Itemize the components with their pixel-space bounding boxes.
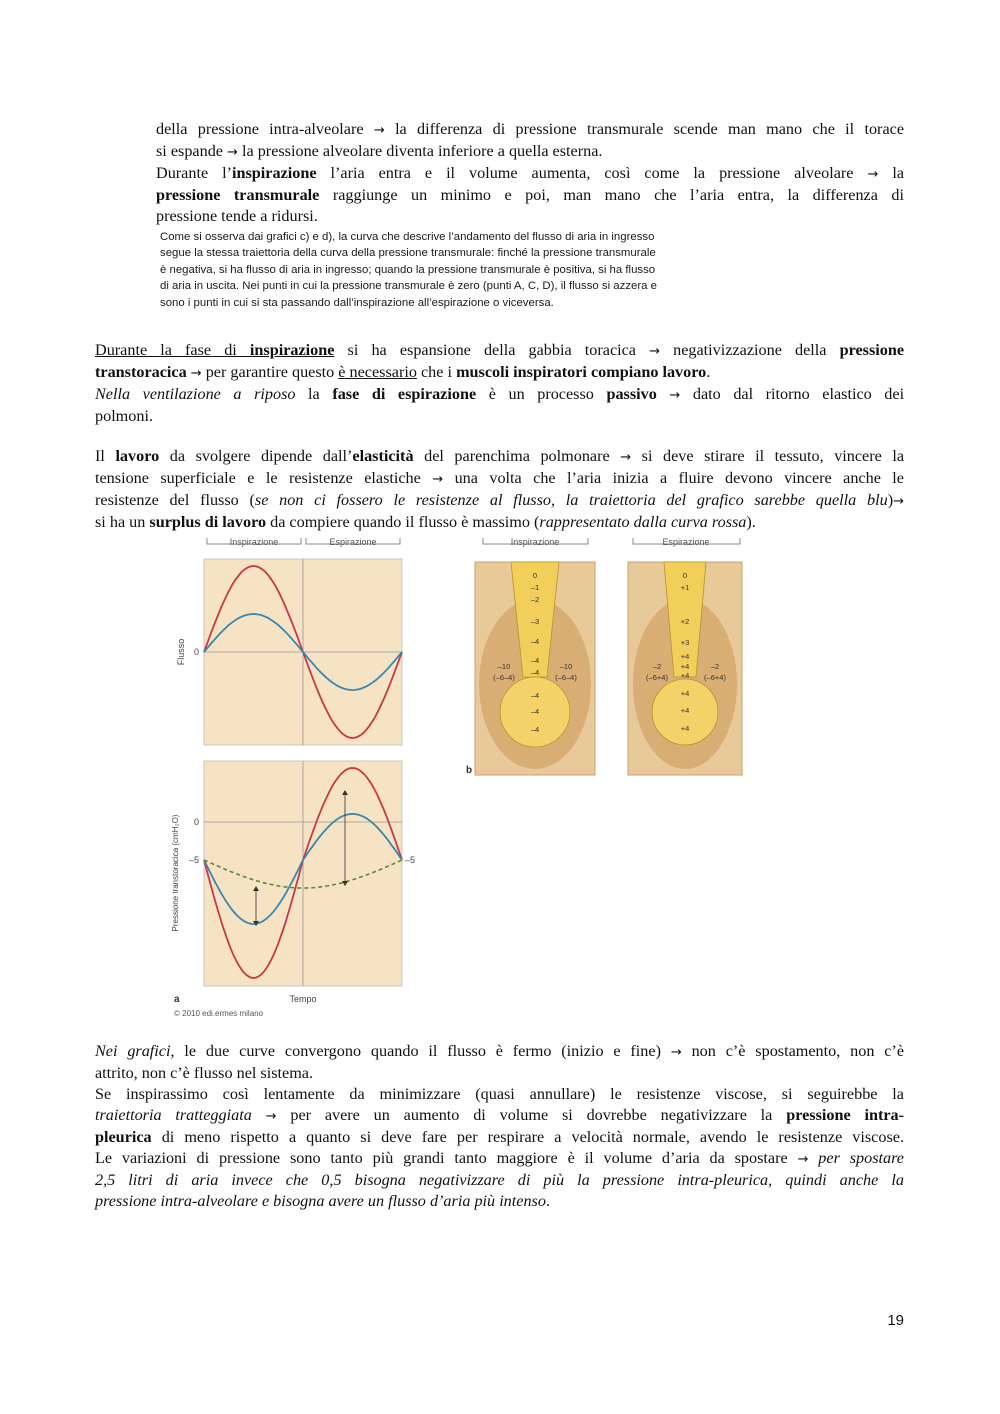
text: si ha un (95, 513, 146, 531)
arrow-icon: → (190, 366, 202, 381)
alveolus-value: –4 (530, 691, 540, 700)
text: Se inspirassimo così lentamente da minimizzare (quasi annullare) le resistenze viscose, si seguirebbe la (95, 1085, 904, 1103)
text: negativizzazione della (673, 341, 827, 359)
pressure-tick-zero: 0 (193, 817, 199, 827)
arrow-icon: → (797, 1152, 809, 1167)
trachea-value: 0 (682, 571, 688, 580)
paragraph-transmural-pressure (156, 119, 904, 227)
figure-svg (170, 532, 760, 1027)
trachea-value: –4 (530, 656, 540, 665)
pleural-value: (–6+4) (704, 673, 726, 682)
text: per garantire questo (205, 363, 335, 381)
pressure-ylabel: Pressione transtoracica (cmH₂O) (171, 814, 180, 932)
flow-tick-zero: 0 (193, 647, 199, 657)
caption-line: di aria in uscita. Nei punti in cui la pressione transmurale è zero (punti A, C, D), il flusso si azzera e (160, 280, 657, 293)
caption-line: segue la stessa traiettoria della curva della pressione transmurale: finché la pressione transmurale (160, 247, 656, 260)
arrow-icon: → (893, 494, 904, 509)
text: da compiere quando il flusso è massimo ( (270, 513, 540, 531)
text: del parenchima polmonare (424, 447, 610, 465)
paragraph-work: Il lavoro da svolgere dipende dall’elasticità del parenchima polmonare → si deve stirare il tessuto, vincere la tensione superficiale e le resistenze elastiche → una volta che l’aria inizia a fluire devono vincere anche le resistenze del flusso (se non ci fossero le resistenze al flusso, la traiettoria del grafico sarebbe quella blu)→ si ha un surplus di lavoro da compiere quando il flusso è massimo (rappresentato dalla curva rossa). (95, 447, 905, 531)
trachea-value: –2 (530, 595, 540, 604)
bold-term: lavoro (115, 447, 160, 465)
arrow-icon: → (227, 145, 238, 160)
bold-term: fase di espirazione (332, 385, 477, 403)
paragraph-inspiration-phase: Durante la fase di inspirazione si ha espansione della gabbia toracica → negativizzazione della pressione transtoracica → per garantire questo è necessario che i muscoli inspiratori compiano lavoro. Nella ventilazione a riposo la fase di espirazione è un processo passivo → dato dal ritorno elastico dei polmoni. (95, 341, 905, 425)
caption-line: è negativa, si ha flusso di aria in ingresso; quando la pressione transmurale è positiva, si ha flusso (160, 263, 656, 276)
text: pressione tende a ridursi. (156, 207, 318, 225)
trachea-value: +3 (680, 638, 690, 647)
trachea-value: –4 (530, 637, 540, 646)
pressure-xlabel: Tempo (289, 994, 317, 1004)
flow-graph (176, 559, 402, 745)
arrow-icon: → (649, 344, 661, 359)
trachea-value: –4 (530, 668, 540, 677)
alveolus-value: +4 (680, 724, 690, 733)
arrow-icon: → (670, 1045, 682, 1060)
bold-term: surplus di lavoro (149, 513, 267, 531)
arrow-icon: → (620, 450, 632, 465)
pleural-value: –2 (710, 662, 720, 671)
figure-caption-note (160, 229, 750, 311)
flow-ylabel: Flusso (176, 638, 186, 666)
italic-text: rappresentato dalla curva rossa (539, 513, 747, 531)
label-inspirazione-a: Inspirazione (229, 537, 279, 547)
alveolus-value: +4 (680, 689, 690, 698)
arrow-icon: → (669, 388, 681, 403)
text: ). (746, 513, 756, 531)
pressure-graph (171, 761, 415, 1018)
trachea-value: +4 (680, 652, 690, 661)
italic-text: traiettoria tratteggiata (95, 1106, 252, 1124)
trachea-value: –3 (530, 617, 540, 626)
text: la (892, 164, 905, 182)
underlined-text: è necessario (338, 363, 417, 381)
pleural-value: –10 (497, 662, 511, 671)
text: Le variazioni di pressione sono tanto più grandi tanto maggiore è il volume d’aria da spostare (95, 1149, 788, 1167)
text: si espande (156, 142, 223, 160)
label-espirazione-a: Espirazione (329, 537, 377, 547)
text: Il (95, 447, 105, 465)
bold-term: pressione transmurale (156, 186, 320, 204)
pleural-value: (–6–4) (493, 673, 515, 682)
caption-line: Come si osserva dai grafici c) e d), la curva che descrive l’andamento del flusso di aria in ingresso (160, 231, 655, 243)
text: . (545, 1192, 550, 1210)
pleural-value: –10 (559, 662, 573, 671)
text: la (308, 385, 320, 403)
text: raggiunge un minimo e poi, man mano che l’aria entra, la differenza di (332, 186, 904, 204)
trachea-value: +4 (680, 662, 690, 671)
pressure-tick-minus5-right: –5 (405, 855, 416, 865)
alveolus-value: –4 (530, 707, 540, 716)
trachea-value: –1 (530, 583, 540, 592)
text: della pressione intra-alveolare (156, 120, 364, 138)
arrow-icon: → (867, 167, 879, 182)
arrow-icon: → (432, 472, 444, 487)
respiration-figure (170, 532, 760, 1027)
lung-diagram-inspiration (466, 562, 595, 776)
lung-diagram-expiration (628, 562, 742, 775)
arrow-icon: → (373, 123, 385, 138)
text: Durante l’ (156, 164, 232, 182)
pleural-value: (–6–4) (555, 673, 577, 682)
alveolus-value: +4 (680, 706, 690, 715)
italic-text: Nei grafici (95, 1042, 171, 1060)
panel-label-b: b (466, 765, 473, 776)
pleural-value: –2 (652, 662, 662, 671)
pressure-tick-minus5: –5 (188, 855, 199, 865)
text: da svolgere dipende dall’ (169, 447, 353, 465)
text: la pressione alveolare diventa inferiore a quella esterna. (241, 142, 603, 160)
arrow-icon: → (265, 1109, 277, 1124)
label-espirazione-b: Espirazione (662, 537, 710, 547)
trachea-value: +4 (680, 671, 690, 680)
text: si ha espansione della gabbia toracica (347, 341, 636, 359)
bold-term: passivo (606, 385, 657, 403)
text: che i (421, 363, 453, 381)
italic-text: se non ci fossero le resistenze al flusso, la traiettoria del grafico sarebbe quella blu (254, 491, 888, 509)
bold-term: muscoli inspiratori compiano lavoro (456, 363, 707, 381)
text: , le due curve convergono quando il flusso è fermo (inizio e fine) (170, 1042, 661, 1060)
text: ) (887, 491, 894, 509)
text: l’aria entra e il volume aumenta, così come la pressione alveolare (330, 164, 854, 182)
bold-term: inspirazione (249, 341, 335, 359)
label-inspirazione-b: Inspirazione (510, 537, 560, 547)
page-number: 19 (887, 1312, 904, 1329)
text: per avere un aumento di volume si dovrebbe negativizzare la (290, 1106, 773, 1124)
copyright-text: © 2010 edi.ermes milano (174, 1009, 264, 1018)
bold-term: elasticità (352, 447, 414, 465)
panel-label-a: a (174, 994, 180, 1005)
trachea-value: +2 (680, 617, 690, 626)
italic-text: Nella ventilazione a riposo (95, 385, 296, 403)
trachea-value: 0 (532, 571, 538, 580)
caption-line: sono i punti in cui si sta passando dall’inspirazione all’espirazione o viceversa. (160, 296, 554, 309)
text: la differenza di pressione transmurale scende man mano che il torace (395, 120, 905, 138)
bold-term: inspirazione (231, 164, 317, 182)
trachea-value: +1 (680, 583, 690, 592)
text: . (706, 363, 711, 381)
pleural-value: (–6+4) (646, 673, 668, 682)
paragraph-graphs-explanation: Nei grafici, le due curve convergono quando il flusso è fermo (inizio e fine) → non c’è spostamento, non c’è attrito, non c’è flusso nel sistema. Se inspirassimo così lentamente da minimizzare (quasi annullare) le resistenze viscose, si seguirebbe la traiettoria tratteggiata → per avere un aumento di volume si dovrebbe negativizzare la pressione intra- pleurica di meno rispetto a quanto si deve fare per respirare a velocità normale, avendo le resistenze viscose. Le variazioni di pressione sono tanto più grandi tanto maggiore è il volume d’aria da spostare → per spostare 2,5 litri di aria invece che 0,5 bisogna negativizzare di più la pressione intra-pleurica, quindi anche la pressione intra-alveolare e bisogna avere un flusso d’aria più intenso. (95, 1042, 905, 1210)
alveolus-value: –4 (530, 725, 540, 734)
text: è un processo (488, 385, 594, 403)
text: di meno rispetto a quanto si deve fare per respirare a velocità normale, avendo le resistenze viscose. (161, 1128, 904, 1146)
underlined-text: Durante la fase di (95, 341, 237, 359)
